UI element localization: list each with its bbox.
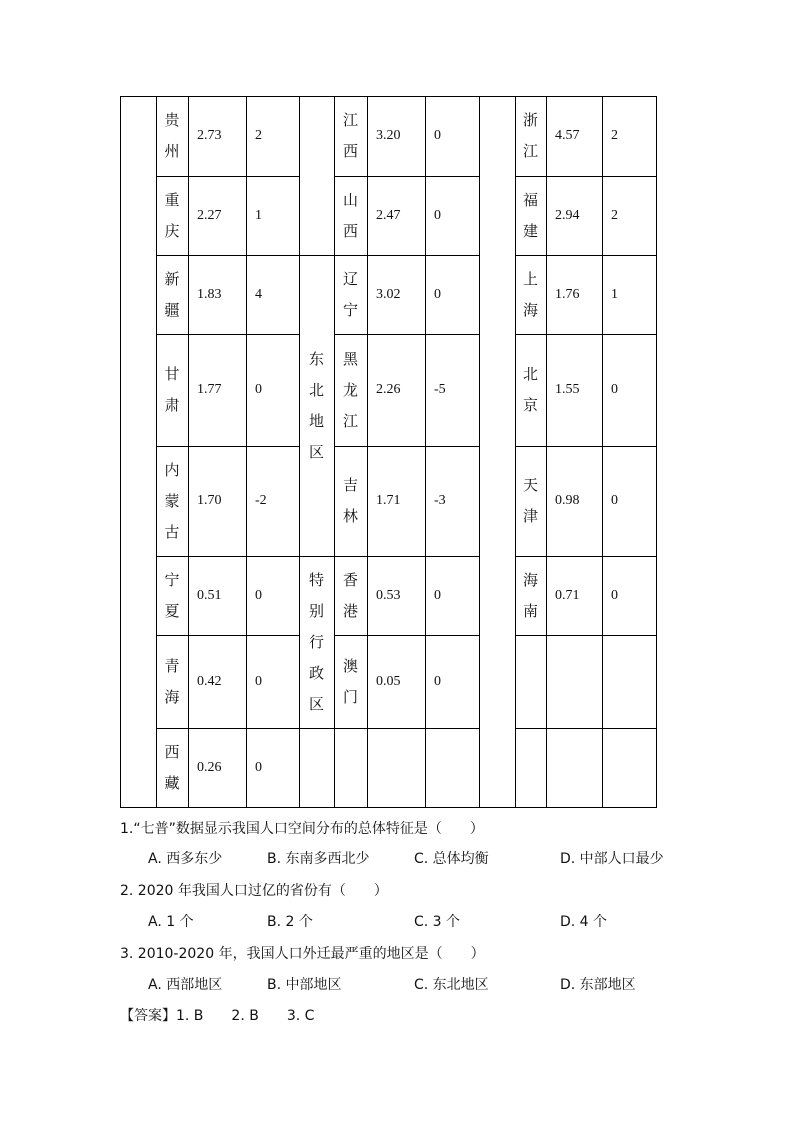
cell-char: 江: [342, 411, 358, 430]
cell-char: 京: [522, 396, 538, 414]
cell-char: 蒙: [164, 491, 180, 510]
cell-char: 福: [522, 190, 538, 209]
cell-char: 龙: [342, 380, 358, 399]
province-name-cell: [156, 96, 188, 176]
population-cell: 3.02: [376, 286, 401, 302]
province-name-cell: [334, 176, 367, 255]
population-cell: 2.27: [197, 207, 222, 223]
cell-char: 政: [308, 663, 324, 682]
province-name-cell: [515, 255, 546, 334]
cell-char: 庆: [164, 221, 180, 240]
cell-char: 青: [164, 656, 180, 675]
region-special-admin-label: [299, 556, 334, 728]
question-2-option-a: A. 1 个: [148, 914, 194, 930]
population-cell: 0.05: [376, 673, 401, 689]
table-grid-hline: [515, 635, 656, 636]
province-name-cell: [515, 334, 546, 446]
province-name-cell: [515, 96, 546, 176]
province-name-cell: [334, 556, 367, 635]
change-cell: 0: [255, 759, 262, 775]
population-cell: 2.94: [555, 207, 580, 223]
province-name-cell: [515, 176, 546, 255]
population-cell: 1.83: [197, 286, 222, 302]
population-cell: 1.70: [197, 493, 222, 508]
cell-char: 内: [164, 460, 180, 479]
change-cell: 2: [255, 128, 262, 143]
population-cell: 0.98: [555, 493, 580, 508]
population-cell: 0.42: [197, 673, 222, 689]
cell-char: 林: [342, 507, 358, 525]
cell-char: 香: [342, 570, 358, 589]
province-name-cell: [515, 446, 546, 556]
cell-char: 西: [342, 142, 358, 160]
cell-char: 门: [342, 687, 358, 706]
cell-char: 浙: [522, 111, 538, 129]
change-cell: 0: [434, 286, 441, 302]
question-3-option-d: D. 东部地区: [560, 977, 636, 993]
question-2-option-d: D. 4 个: [560, 914, 608, 930]
question-3-option-a: A. 西部地区: [148, 977, 223, 993]
change-cell: -5: [434, 382, 446, 397]
change-cell: 0: [611, 382, 618, 397]
population-cell: 4.57: [555, 128, 580, 143]
answer-text: 1. B 2. B 3. C: [176, 1008, 315, 1024]
cell-char: 津: [522, 507, 538, 525]
question-1-option-b: B. 东南多西北少: [267, 851, 370, 867]
question-1-stem: 1.“七普”数据显示我国人口空间分布的总体特征是（ ）: [120, 821, 484, 837]
province-name-cell: [156, 556, 188, 635]
population-table: [120, 96, 657, 808]
province-name-cell: [334, 635, 367, 728]
table-grid-hline: [334, 728, 479, 729]
question-3-stem: 3. 2010-2020 年，我国人口外迁最严重的地区是（ ）: [120, 946, 485, 962]
change-cell: 0: [434, 128, 441, 143]
cell-char: 古: [164, 522, 180, 541]
population-cell: 1.77: [197, 382, 222, 397]
province-name-cell: [334, 255, 367, 334]
cell-char: 甘: [164, 365, 180, 383]
table-grid-hline: [515, 728, 656, 729]
cell-char: 北: [308, 380, 324, 399]
population-cell: 1.55: [555, 382, 580, 397]
population-cell: 3.20: [376, 128, 401, 143]
province-name-cell: [156, 635, 188, 728]
change-cell: 0: [255, 382, 262, 397]
province-name-cell: [156, 334, 188, 446]
question-3-option-b: B. 中部地区: [267, 977, 342, 993]
cell-char: 宁: [342, 300, 358, 319]
province-name-cell: [515, 556, 546, 635]
cell-char: 山: [342, 190, 358, 209]
question-2-option-c: C. 3 个: [414, 914, 461, 930]
change-cell: 0: [255, 673, 262, 689]
province-name-cell: [156, 446, 188, 556]
province-name-cell: [334, 96, 367, 176]
cell-char: 行: [308, 632, 324, 651]
cell-char: 北: [522, 365, 538, 383]
population-cell: 1.76: [555, 286, 580, 302]
cell-char: 东: [308, 349, 324, 368]
province-name-cell: [156, 728, 188, 807]
cell-char: 吉: [342, 476, 358, 494]
cell-char: 海: [522, 300, 538, 319]
change-cell: 0: [255, 587, 262, 603]
cell-char: 上: [522, 269, 538, 288]
cell-char: 黑: [342, 349, 358, 368]
cell-char: 建: [522, 221, 538, 240]
question-3-option-c: C. 东北地区: [414, 977, 489, 993]
cell-char: 重: [164, 190, 180, 209]
cell-char: 贵: [164, 111, 180, 129]
answer-line: [120, 1005, 314, 1025]
cell-char: 新: [164, 269, 180, 288]
cell-char: 肃: [164, 396, 180, 414]
question-2-option-b: B. 2 个: [267, 914, 313, 930]
change-cell: 2: [611, 128, 618, 143]
question-1-option-d: D. 中部人口最少: [560, 851, 664, 867]
population-cell: 1.71: [376, 493, 401, 508]
cell-char: 别: [308, 601, 324, 620]
cell-char: 疆: [164, 300, 180, 319]
region-northeast-label: [299, 255, 334, 556]
cell-char: 海: [522, 570, 538, 589]
cell-char: 南: [522, 601, 538, 620]
cell-char: 澳: [342, 656, 358, 675]
cell-char: 天: [522, 476, 538, 494]
population-cell: 0.71: [555, 587, 580, 603]
answer-label: 【答案】: [120, 1008, 176, 1024]
cell-char: 西: [164, 742, 180, 761]
province-name-cell: [334, 446, 367, 556]
cell-char: 海: [164, 687, 180, 706]
population-cell: 2.73: [197, 128, 222, 143]
change-cell: -3: [434, 493, 446, 508]
cell-char: 州: [164, 142, 180, 160]
cell-char: 夏: [164, 601, 180, 620]
cell-char: 宁: [164, 570, 180, 589]
population-cell: 0.26: [197, 759, 222, 775]
population-cell: 2.26: [376, 382, 401, 397]
question-1-option-a: A. 西多东少: [148, 851, 223, 867]
change-cell: 2: [611, 207, 618, 223]
cell-char: 区: [308, 694, 324, 713]
cell-char: 西: [342, 221, 358, 240]
table-border-bottom: [120, 807, 657, 808]
change-cell: 0: [434, 587, 441, 603]
cell-char: 藏: [164, 773, 180, 792]
cell-char: 地: [308, 411, 324, 430]
population-cell: 0.53: [376, 587, 401, 603]
province-name-cell: [156, 176, 188, 255]
cell-char: 港: [342, 601, 358, 620]
cell-char: 江: [342, 111, 358, 129]
change-cell: 4: [255, 286, 262, 302]
population-cell: 0.51: [197, 587, 222, 603]
cell-char: 江: [522, 142, 538, 160]
question-1-option-c: C. 总体均衡: [414, 851, 489, 867]
change-cell: 0: [611, 493, 618, 508]
population-cell: 2.47: [376, 207, 401, 223]
change-cell: -2: [255, 493, 267, 508]
province-name-cell: [156, 255, 188, 334]
change-cell: 1: [255, 207, 262, 223]
change-cell: 0: [611, 587, 618, 603]
change-cell: 1: [611, 286, 618, 302]
cell-char: 辽: [342, 269, 358, 288]
cell-char: 特: [308, 570, 324, 589]
change-cell: 0: [434, 207, 441, 223]
cell-char: 区: [308, 442, 324, 461]
province-name-cell: [334, 334, 367, 446]
change-cell: 0: [434, 673, 441, 689]
table-grid-vline: [120, 96, 121, 807]
question-2-stem: 2. 2020 年我国人口过亿的省份有（ ）: [120, 883, 388, 899]
